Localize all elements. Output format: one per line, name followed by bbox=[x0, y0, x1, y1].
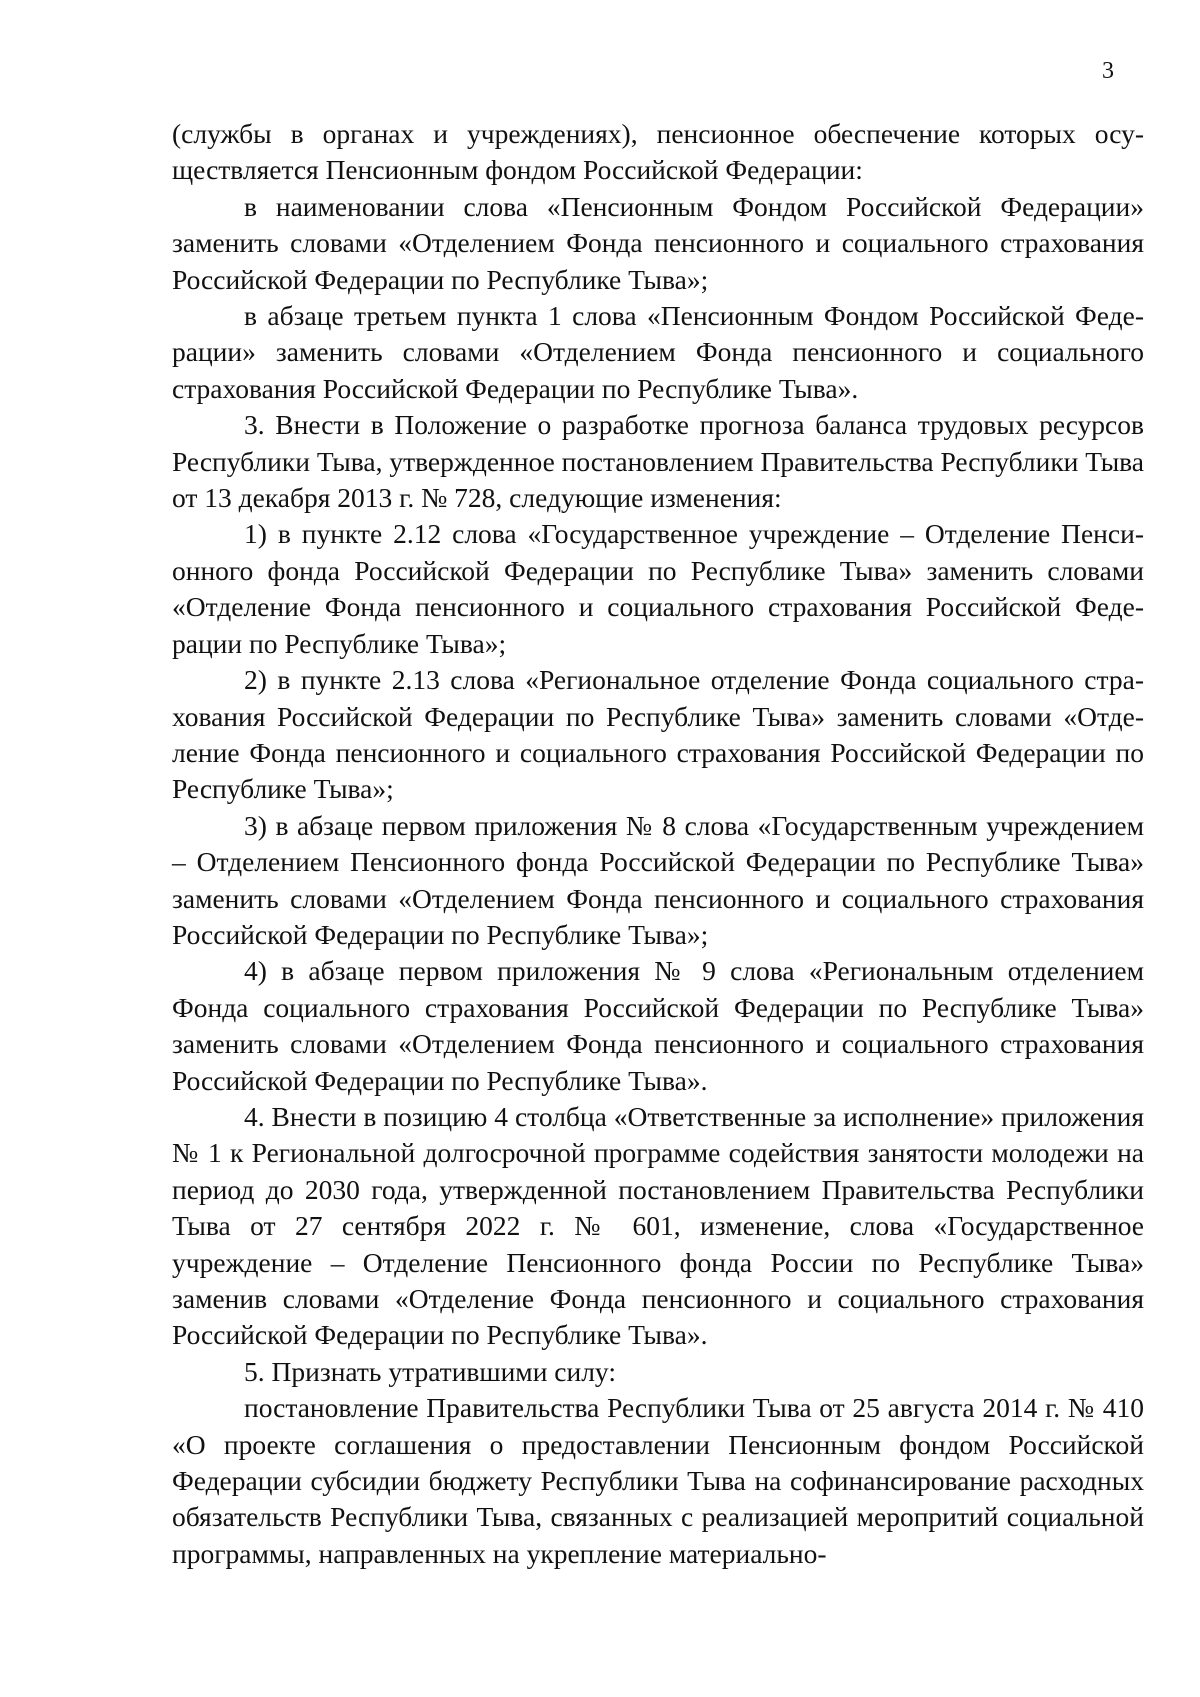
paragraph-item-5: 5. Признать утратившими силу: bbox=[244, 1355, 616, 1387]
paragraph-item-3: 3. Внести в Положение о разработке прогноза баланса трудовых ресурсов Республики Тыва, утвержденное постановлением Правительства Республики Тыва от 13 декабря 2013 г. № 728, следующие изменения: bbox=[172, 409, 1145, 514]
paragraph-item-3-1: 1) в пункте 2.12 слова «Государственное учреждение – Отделение Пенсионного фонда Российской Федерации по Республике Тыва» заменить словами «Отделение Фонда пенсионного и социального страхования Российской Федерации по Республике Тыва»; bbox=[172, 518, 1144, 659]
document-body bbox=[172, 116, 1144, 1572]
paragraph-abzac-change: в абзаце третьем пункта 1 слова «Пенсионным Фондом Российской Федерации» заменить словами «Отделением Фонда пенсионного и социального страхования Российской Федерации по Республике Тыва». bbox=[172, 300, 1144, 404]
paragraph-item-3-4: 4) в абзаце первом приложения № 9 слова «Региональным отделением Фонда социального страхования Российской Федерации по Республике Тыва» заменить словами «Отделением Фонда пенсионного и социального страхования Российской Федерации по Республике Тыва». bbox=[172, 955, 1144, 1096]
paragraph-intro: (службы в органах и учреждениях), пенсионное обеспечение которых осуществляется Пенсионным фондом Российской Федерации: bbox=[172, 118, 1144, 186]
paragraph-item-5-resolution: постановление Правительства Республики Тыва от 25 августа 2014 г. № 410 «О проекте соглашения о предоставлении Пенсионным фондом Российской Федерации субсидии бюджету Республики Тыва на софинансирование расходных обязательств Республики Тыва, связанных с реализацией меропритий социальной программы, направленных на укрепление материально- bbox=[172, 1392, 1144, 1569]
paragraph-item-4: 4. Внести в позицию 4 столбца «Ответственные за исполнение» приложения № 1 к Региональной долгосрочной программе содействия занятости молодежи на период до 2030 года, утвержденной постановлением Правительства Республики Тыва от 27 сентября 2022 г. № 601, изменение, слова «Государственное учреждение – Отделение Пенсионного фонда России по Республике Тыва» заменив словами «Отделение Фонда пенсионного и социального страхования Российской Федерации по Республике Тыва». bbox=[172, 1100, 1144, 1351]
page-number: 3 bbox=[1102, 58, 1114, 84]
paragraph-name-change: в наименовании слова «Пенсионным Фондом Российской Федерации» заменить словами «Отделением Фонда пенсионного и социального страхования Российской Федерации по Республике Тыва»; bbox=[172, 190, 1144, 295]
paragraph-item-3-3: 3) в абзаце первом приложения № 8 слова «Государственным учреждением – Отделением Пенсионного фонда Российской Федерации по Республике Тыва» заменить словами «Отделением Фонда пенсионного и социального страхования Российской Федерации по Республике Тыва»; bbox=[172, 809, 1144, 950]
paragraph-item-3-2: 2) в пункте 2.13 слова «Региональное отделение Фонда социального страхования Российской Федерации по Республике Тыва» заменить словами «Отделение Фонда пенсионного и социального страхования Российской Федерации по Республике Тыва»; bbox=[172, 664, 1144, 805]
